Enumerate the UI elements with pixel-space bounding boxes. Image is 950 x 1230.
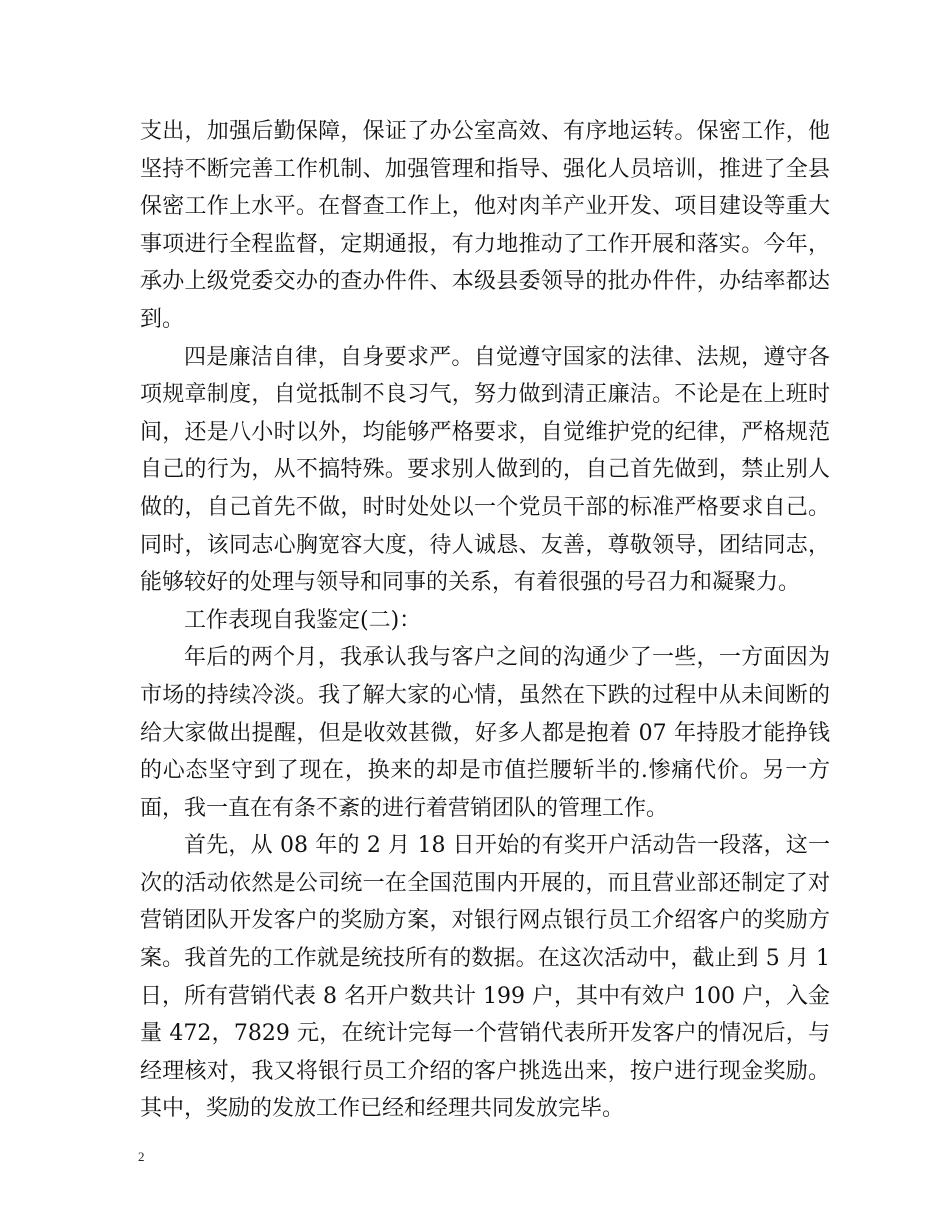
paragraph-1: 支出，加强后勤保障，保证了办公室高效、有序地运转。保密工作，他坚持不断完善工作机制、加强管理和指导、强化人员培训，推进了全县保密工作上水平。在督查工作上，他对肉羊产业开发、项目建设等重大事项进行全程监督，定期通报，有力地推动了工作开展和落实。今年，承办上级党委交办的查办件件、本级县委领导的批办件件，办结率都达到。 <box>140 119 830 332</box>
document-body <box>140 113 830 1128</box>
page-number: 2 <box>138 1149 145 1164</box>
section-heading: 工作表现自我鉴定(二)： <box>184 607 422 633</box>
paragraph-4: 首先，从 08 年的 2 月 18 日开始的有奖开户活动告一段落，这一次的活动依然是公司统一在全国范围内开展的，而且营业部还制定了对营销团队开发客户的奖励方案，对银行网点银行员工介绍客户的奖励方案。我首先的工作就是统技所有的数据。在这次活动中，截止到 5 月 1 日，所有营销代表 8 名开户数共计 199 户，其中有效户 100 户，入金量 472，7829 元，在统计完每一个营销代表所开发客户的情况后，与经理核对，我又将银行员工介绍的客户挑选出来，按户进行现金奖励。其中，奖励的发放工作已经和经理共同发放完毕。 <box>140 833 830 1122</box>
paragraph-2: 四是廉洁自律，自身要求严。自觉遵守国家的法律、法规，遵守各项规章制度，自觉抵制不良习气，努力做到清正廉洁。不论是在上班时间，还是八小时以外，均能够严格要求，自觉维护党的纪律，严格规范自己的行为，从不搞特殊。要求别人做到的，自己首先做到，禁止别人做的，自己首先不做，时时处处以一个党员干部的标准严格要求自己。同时，该同志心胸宽容大度，待人诚恳、友善，尊敬领导，团结同志，能够较好的处理与领导和同事的关系，有着很强的号召力和凝聚力。 <box>140 344 830 596</box>
paragraph-3: 年后的两个月，我承认我与客户之间的沟通少了一些，一方面因为市场的持续冷淡。我了解大家的心情，虽然在下跌的过程中从未间断的给大家做出提醒，但是收效甚微，好多人都是抱着 07 年持股才能挣钱的心态坚守到了现在，换来的却是市值拦腰斩半的.惨痛代价。另一方面，我一直在有条不紊的进行着营销团队的管理工作。 <box>140 645 830 821</box>
